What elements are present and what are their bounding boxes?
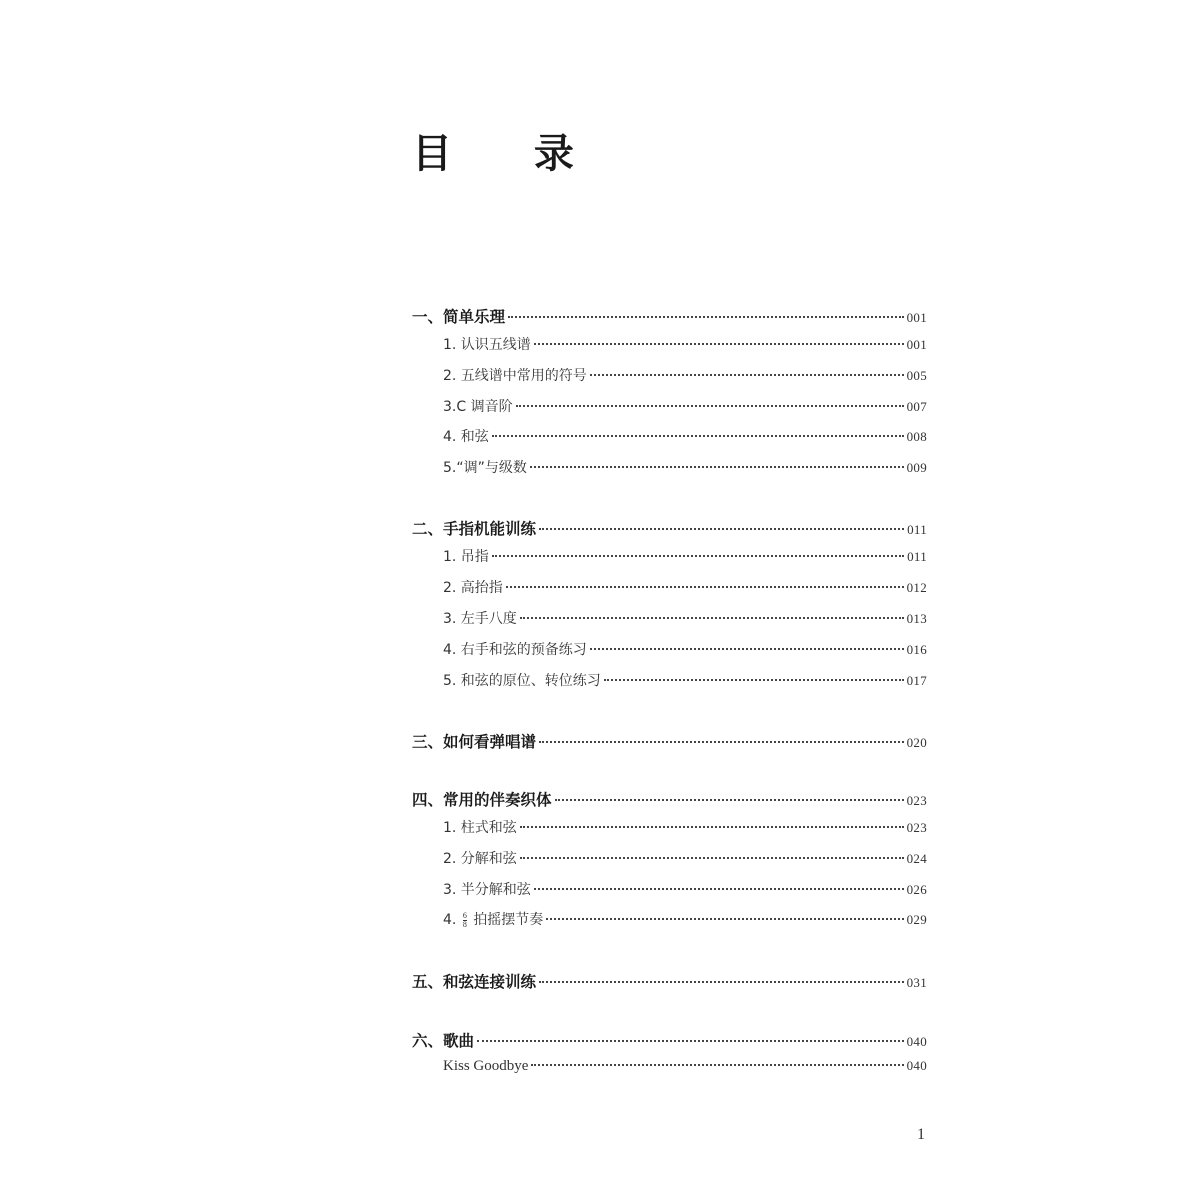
- dot-leader: [520, 617, 904, 619]
- toc-label: 五、和弦连接训练: [412, 973, 537, 991]
- toc-label: 5. 和弦的原位、转位练习: [443, 673, 601, 689]
- time-signature: [463, 912, 467, 929]
- toc-entry-4-4[interactable]: [443, 909, 927, 933]
- toc-page-number: 031: [906, 975, 927, 990]
- toc-label: 2. 高抬指: [443, 580, 503, 596]
- toc-entry-2-5[interactable]: [443, 670, 927, 694]
- song-title: Kiss Goodbye: [443, 1058, 529, 1074]
- toc-page-number: 020: [906, 735, 927, 750]
- dot-leader: [534, 343, 904, 345]
- toc-page-number: 009: [906, 460, 927, 475]
- toc-entry-4-3[interactable]: [443, 879, 927, 903]
- dot-leader: [534, 888, 904, 890]
- dot-leader: [555, 799, 904, 801]
- toc-label: 三、如何看弹唱谱: [412, 733, 537, 751]
- dot-leader: [539, 528, 904, 530]
- toc-label: 3. 半分解和弦: [443, 882, 531, 898]
- toc-page-number: 029: [906, 912, 927, 927]
- toc-entry-1-4[interactable]: [443, 426, 927, 450]
- dot-leader: [516, 405, 904, 407]
- dot-leader: [530, 466, 904, 468]
- toc-label: 1. 认识五线谱: [443, 337, 531, 353]
- toc-label: 二、手指机能训练: [412, 520, 537, 538]
- toc-page-number: 023: [906, 793, 927, 808]
- toc-entry-1-2[interactable]: [443, 365, 927, 389]
- toc-label: 2. 五线谱中常用的符号: [443, 368, 587, 384]
- toc-entry-1-5[interactable]: [443, 457, 927, 481]
- toc-entry-1-3[interactable]: [443, 396, 927, 420]
- toc-label: 4. 和弦: [443, 429, 489, 445]
- toc-page-number: 001: [906, 310, 927, 325]
- toc-entry-2-4[interactable]: [443, 639, 927, 663]
- time-signature-denominator: 8: [462, 919, 467, 929]
- dot-leader: [506, 586, 904, 588]
- toc-page-number: 016: [906, 642, 927, 657]
- toc-entry-4-2[interactable]: [443, 848, 927, 872]
- dot-leader: [590, 374, 904, 376]
- toc-label: 1. 吊指: [443, 549, 489, 565]
- dot-leader: [604, 679, 904, 681]
- toc-entry-1-1[interactable]: [443, 334, 927, 358]
- toc-label: 六、歌曲: [412, 1032, 475, 1050]
- toc-page-number: 013: [906, 611, 927, 626]
- toc-page-number: 011: [907, 549, 927, 564]
- toc-section-6[interactable]: [412, 1029, 927, 1053]
- toc-label: 3.C 调音阶: [443, 399, 513, 415]
- dot-leader: [590, 648, 904, 650]
- dot-leader: [492, 435, 904, 437]
- toc-section-3[interactable]: [412, 730, 927, 754]
- toc-page-number: 026: [906, 882, 927, 897]
- toc-label: 四、常用的伴奏织体: [412, 791, 552, 809]
- dot-leader: [531, 1064, 903, 1066]
- toc-page-number: 040: [906, 1034, 927, 1049]
- toc-label: 5.“调”与级数: [443, 460, 527, 476]
- toc-label: 3. 左手八度: [443, 611, 517, 627]
- toc-section-1[interactable]: [412, 305, 927, 329]
- toc-page-number: 007: [906, 399, 927, 414]
- page-number: 1: [917, 1126, 925, 1143]
- dot-leader: [477, 1040, 904, 1042]
- toc-label: [443, 1058, 528, 1075]
- toc-page-number: 024: [906, 851, 927, 866]
- dot-leader: [508, 316, 904, 318]
- toc-page-number: 001: [906, 337, 927, 352]
- toc-label: 1. 柱式和弦: [443, 820, 517, 836]
- dot-leader: [520, 857, 904, 859]
- dot-leader: [539, 741, 904, 743]
- dot-leader: [539, 981, 904, 983]
- toc-section-5[interactable]: [412, 970, 927, 994]
- toc-label: [443, 909, 543, 929]
- toc-page-number: 040: [906, 1058, 927, 1073]
- page-title: 目 录: [412, 131, 608, 177]
- toc-page-number: 008: [906, 429, 927, 444]
- toc-entry-2-3[interactable]: [443, 608, 927, 632]
- toc-label-prefix: 4.: [443, 912, 457, 928]
- toc-entry-4-1[interactable]: [443, 817, 927, 841]
- toc-label-text: 拍摇摆节奏: [473, 912, 544, 928]
- dot-leader: [492, 555, 904, 557]
- toc-page-number: 017: [906, 673, 927, 688]
- toc-page-number: 011: [907, 522, 927, 537]
- time-signature-numerator: 6: [462, 910, 467, 920]
- toc-entry-2-2[interactable]: [443, 577, 927, 601]
- dot-leader: [520, 826, 904, 828]
- toc-label: 2. 分解和弦: [443, 851, 517, 867]
- toc-page-number: 012: [906, 580, 927, 595]
- toc-section-2[interactable]: [412, 517, 927, 541]
- toc-page-number: 023: [906, 820, 927, 835]
- toc-label: 4. 右手和弦的预备练习: [443, 642, 587, 658]
- dot-leader: [546, 918, 903, 920]
- toc-entry-2-1[interactable]: [443, 546, 927, 570]
- toc-page-number: 005: [906, 368, 927, 383]
- toc-section-4[interactable]: [412, 788, 927, 812]
- toc-label: 一、简单乐理: [412, 308, 506, 326]
- toc-entry-6-1[interactable]: [443, 1058, 927, 1082]
